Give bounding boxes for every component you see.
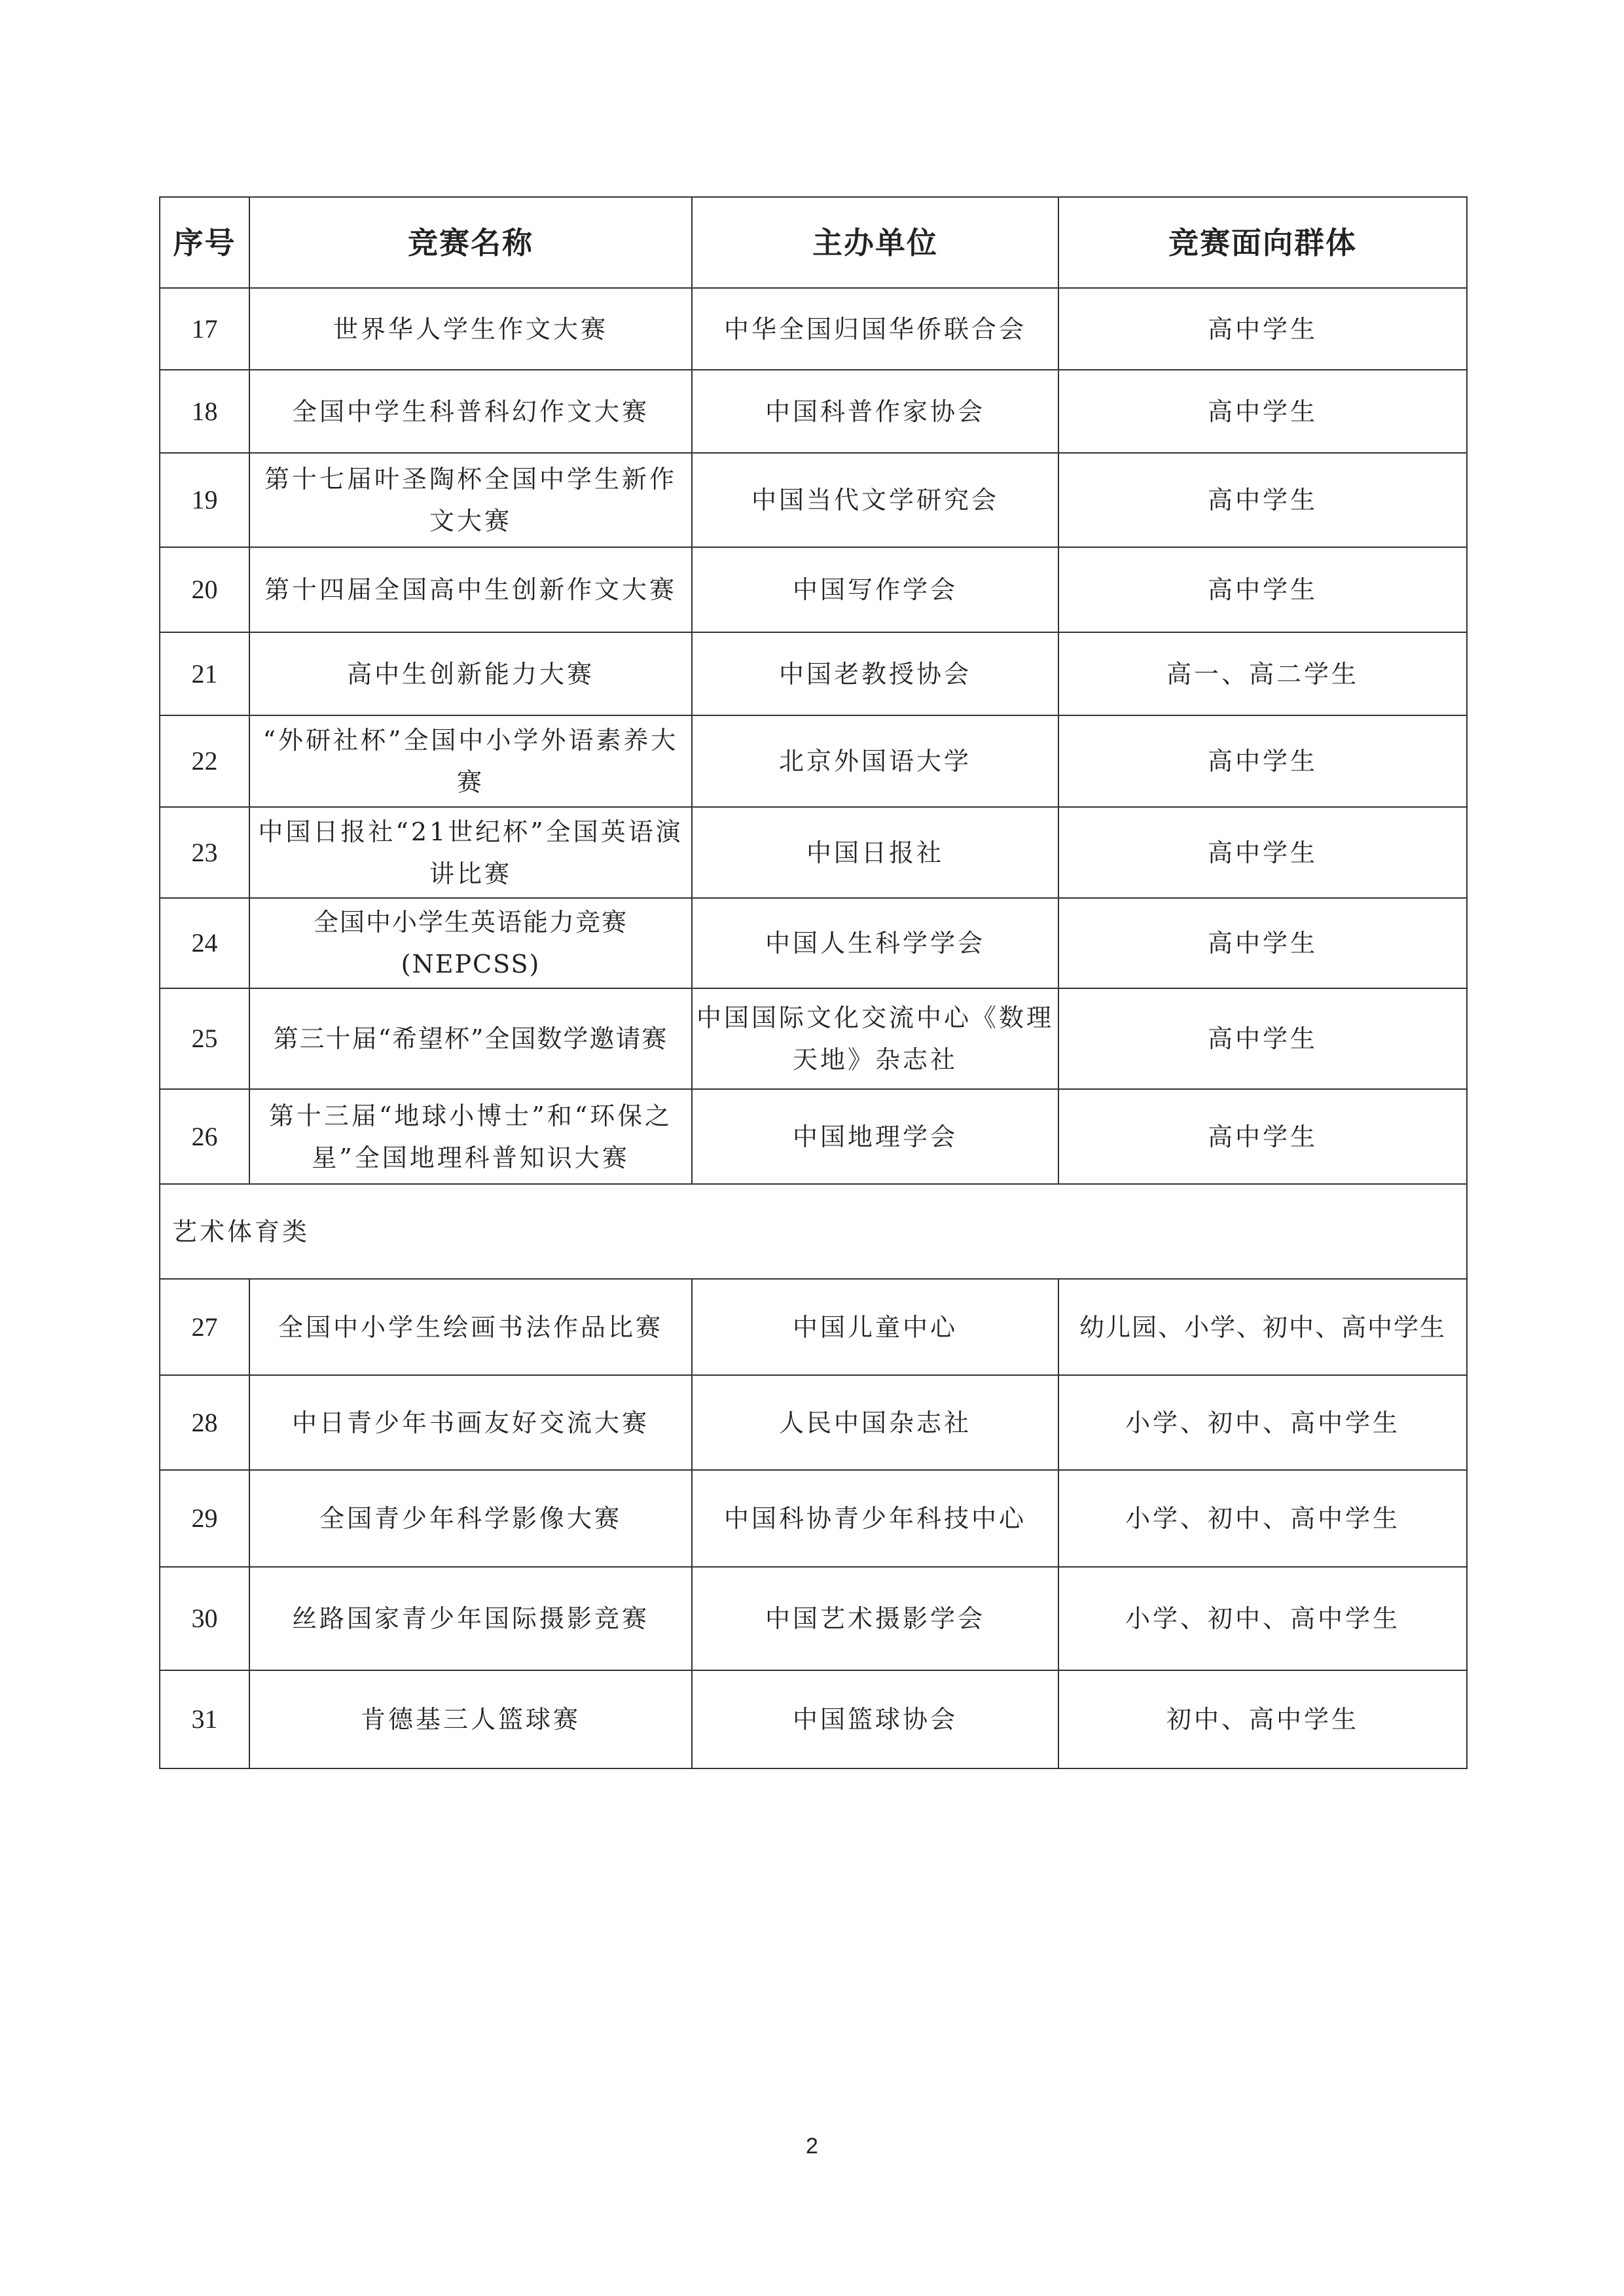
cell-organizer: 中国儿童中心 bbox=[692, 1279, 1058, 1375]
cell-competition-name: 全国中小学生英语能力竞赛(NEPCSS) bbox=[249, 898, 692, 988]
cell-competition-name: 全国中学生科普科幻作文大赛 bbox=[249, 370, 692, 453]
cell-competition-name: 第三十届“希望杯”全国数学邀请赛 bbox=[249, 988, 692, 1089]
cell-target-group: 高一、高二学生 bbox=[1058, 632, 1467, 715]
cell-competition-name: 世界华人学生作文大赛 bbox=[249, 288, 692, 370]
cell-organizer: 中国地理学会 bbox=[692, 1089, 1058, 1184]
cell-organizer: 中国日报社 bbox=[692, 807, 1058, 898]
header-target-group: 竞赛面向群体 bbox=[1058, 197, 1467, 288]
cell-serial: 30 bbox=[160, 1567, 249, 1670]
cell-competition-name: 肯德基三人篮球赛 bbox=[249, 1670, 692, 1768]
cell-competition-name: 丝路国家青少年国际摄影竞赛 bbox=[249, 1567, 692, 1670]
cell-organizer: 北京外国语大学 bbox=[692, 715, 1058, 807]
table-row bbox=[160, 1470, 1467, 1567]
cell-serial: 23 bbox=[160, 807, 249, 898]
cell-serial: 28 bbox=[160, 1375, 249, 1470]
cell-target-group: 高中学生 bbox=[1058, 1089, 1467, 1184]
cell-competition-name: 高中生创新能力大赛 bbox=[249, 632, 692, 715]
cell-target-group: 高中学生 bbox=[1058, 988, 1467, 1089]
table-row bbox=[160, 807, 1467, 898]
cell-target-group: 高中学生 bbox=[1058, 715, 1467, 807]
header-organizer: 主办单位 bbox=[692, 197, 1058, 288]
cell-organizer: 中国篮球协会 bbox=[692, 1670, 1058, 1768]
cell-serial: 27 bbox=[160, 1279, 249, 1375]
competition-table bbox=[159, 196, 1468, 1769]
cell-competition-name: 全国青少年科学影像大赛 bbox=[249, 1470, 692, 1567]
page-number: 2 bbox=[806, 2134, 818, 2159]
cell-competition-name: 全国中小学生绘画书法作品比赛 bbox=[249, 1279, 692, 1375]
cell-target-group: 高中学生 bbox=[1058, 898, 1467, 988]
cell-target-group: 高中学生 bbox=[1058, 370, 1467, 453]
table-row bbox=[160, 1670, 1467, 1768]
cell-competition-name: “外研社杯”全国中小学外语素养大赛 bbox=[249, 715, 692, 807]
cell-competition-name: 第十七届叶圣陶杯全国中学生新作文大赛 bbox=[249, 453, 692, 547]
table-row bbox=[160, 898, 1467, 988]
cell-serial: 24 bbox=[160, 898, 249, 988]
cell-competition-name: 中国日报社“21世纪杯”全国英语演讲比赛 bbox=[249, 807, 692, 898]
cell-target-group: 小学、初中、高中学生 bbox=[1058, 1375, 1467, 1470]
cell-target-group: 初中、高中学生 bbox=[1058, 1670, 1467, 1768]
cell-organizer: 中国写作学会 bbox=[692, 547, 1058, 632]
cell-competition-name: 中日青少年书画友好交流大赛 bbox=[249, 1375, 692, 1470]
header-serial: 序号 bbox=[160, 197, 249, 288]
cell-competition-name: 第十三届“地球小博士”和“环保之星”全国地理科普知识大赛 bbox=[249, 1089, 692, 1184]
cell-serial: 25 bbox=[160, 988, 249, 1089]
table-row bbox=[160, 988, 1467, 1089]
cell-target-group: 高中学生 bbox=[1058, 807, 1467, 898]
table-row bbox=[160, 288, 1467, 370]
cell-organizer: 中国艺术摄影学会 bbox=[692, 1567, 1058, 1670]
cell-serial: 20 bbox=[160, 547, 249, 632]
cell-organizer: 中国国际文化交流中心《数理天地》杂志社 bbox=[692, 988, 1058, 1089]
table-row bbox=[160, 547, 1467, 632]
cell-serial: 29 bbox=[160, 1470, 249, 1567]
table-row bbox=[160, 632, 1467, 715]
cell-target-group: 高中学生 bbox=[1058, 453, 1467, 547]
cell-organizer: 中国科协青少年科技中心 bbox=[692, 1470, 1058, 1567]
category-row bbox=[160, 1184, 1467, 1279]
cell-target-group: 高中学生 bbox=[1058, 288, 1467, 370]
cell-competition-name: 第十四届全国高中生创新作文大赛 bbox=[249, 547, 692, 632]
table-row bbox=[160, 1279, 1467, 1375]
cell-target-group: 小学、初中、高中学生 bbox=[1058, 1567, 1467, 1670]
table-row bbox=[160, 1089, 1467, 1184]
cell-serial: 17 bbox=[160, 288, 249, 370]
cell-organizer: 中国科普作家协会 bbox=[692, 370, 1058, 453]
table-row bbox=[160, 370, 1467, 453]
header-competition-name: 竞赛名称 bbox=[249, 197, 692, 288]
table-row bbox=[160, 1375, 1467, 1470]
cell-serial: 19 bbox=[160, 453, 249, 547]
cell-serial: 21 bbox=[160, 632, 249, 715]
table-row bbox=[160, 1567, 1467, 1670]
table-row bbox=[160, 453, 1467, 547]
cell-organizer: 中国老教授协会 bbox=[692, 632, 1058, 715]
cell-serial: 18 bbox=[160, 370, 249, 453]
cell-organizer: 中国人生科学学会 bbox=[692, 898, 1058, 988]
cell-target-group: 小学、初中、高中学生 bbox=[1058, 1470, 1467, 1567]
cell-target-group: 高中学生 bbox=[1058, 547, 1467, 632]
cell-serial: 31 bbox=[160, 1670, 249, 1768]
table-row bbox=[160, 715, 1467, 807]
cell-target-group: 幼儿园、小学、初中、高中学生 bbox=[1058, 1279, 1467, 1375]
cell-organizer: 中华全国归国华侨联合会 bbox=[692, 288, 1058, 370]
category-label: 艺术体育类 bbox=[160, 1184, 1467, 1279]
cell-organizer: 中国当代文学研究会 bbox=[692, 453, 1058, 547]
table-header-row bbox=[160, 197, 1467, 288]
cell-organizer: 人民中国杂志社 bbox=[692, 1375, 1058, 1470]
cell-serial: 22 bbox=[160, 715, 249, 807]
cell-serial: 26 bbox=[160, 1089, 249, 1184]
